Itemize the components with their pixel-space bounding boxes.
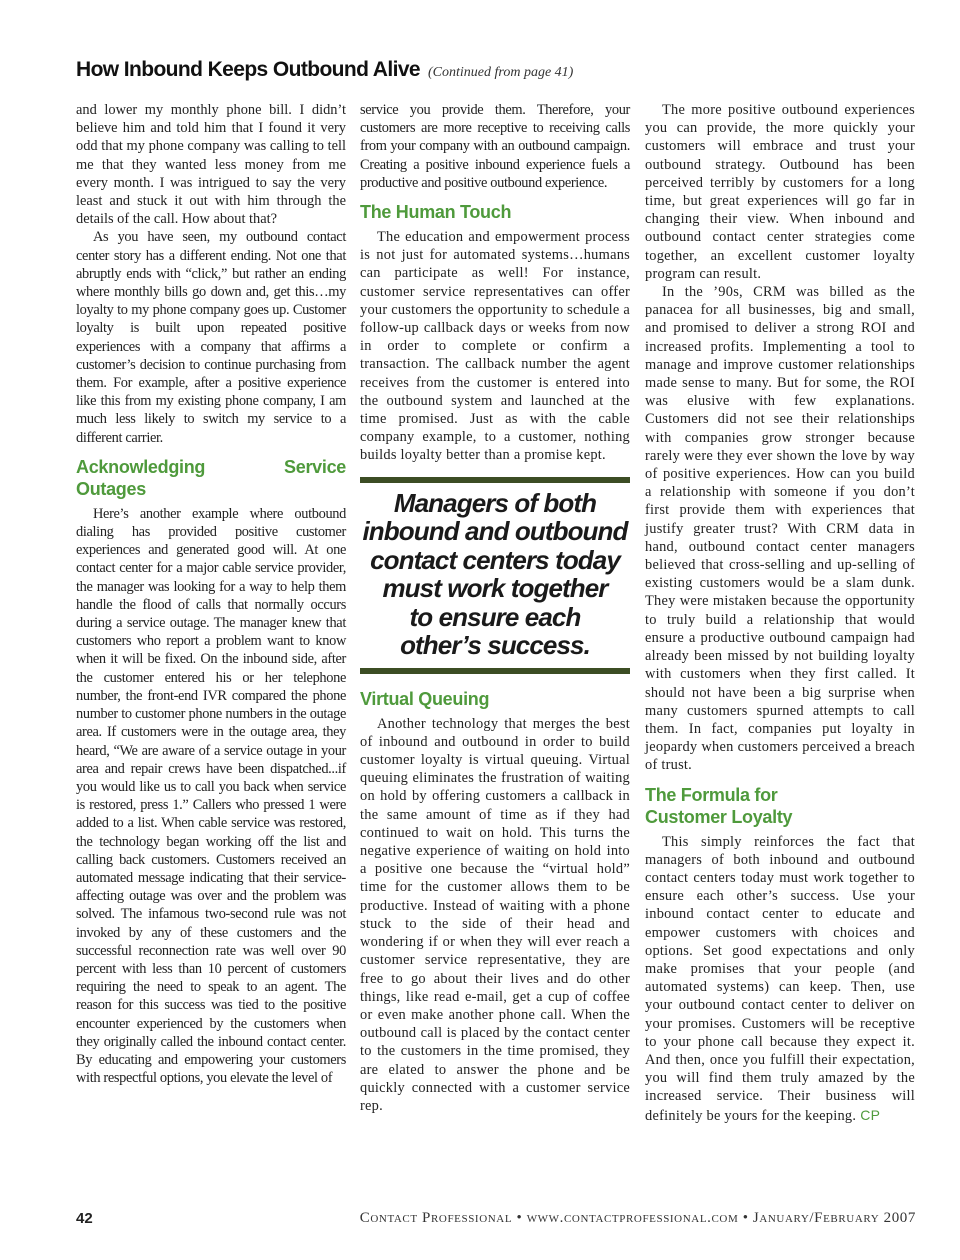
column-3 — [645, 101, 915, 1125]
paragraph: and lower my monthly phone bill. I didn’t believe him and told him that I found it very odd that my phone company was calling to tell me that they wanted less money from me every month. I was intrigued to say the very least and stuck it out with him through the details of the call. How about that? — [76, 102, 346, 228]
paragraph — [645, 833, 915, 1125]
heading-line: The Formula for — [645, 784, 778, 805]
paragraph: In the ’90s, CRM was billed as the panacea for all businesses, big and small, and promised to deliver a strong ROI and increased profits. Implementing a tool to manage and improve customer relationships made sense to many. But for some, the ROI was elusive with few explanations. Customers did not see their relationships with companies grow stronger because rarely were they ever shown the love by way of positive experiences. How can you build a relationship with someone if you don’t first provide them with experiences that justify greater trust? With CRM data in hand, outbound contact center managers believed that cross-selling and up-selling of existing customers would be a slam dunk. They were mistaken because the opportunity to truly build a relationship that would ensure a productive outbound campaign had already been missed by not building loyalty with customers when they first called. It should not have been a big surprise when many customers spurned attempts to call them. In fact, companies put loyalty in jeopardy when customers perceived a breach of trust. — [645, 284, 915, 774]
column-2 — [360, 101, 630, 1115]
paragraph: service you provide them. Therefore, your customers are more receptive to receiving calls from your company with an outbound campaign. Creating a positive inbound experience fuels a productive and positive outbound experience. — [360, 102, 630, 191]
article-title: How Inbound Keeps Outbound Alive — [76, 58, 421, 81]
section-heading: The Human Touch — [360, 202, 512, 223]
end-mark-logo: CP — [860, 1106, 881, 1123]
paragraph: As you have seen, my outbound contact center story has a different ending. Not one that abruptly ends with “click,” but rather an ending where monthly bills go down and, get this…my loyalty to my phone company goes up. Customer loyalty is built upon repeated positive experiences with a company that affirms a customer’s decision to continue purchasing from them. For example, after a positive experience like this from my existing phone company, I am much less likely to switch my service to a different carrier. — [76, 229, 346, 446]
paragraph: Here’s another example where outbound dialing has provided positive customer experiences and generated good will. At one contact center for a major cable service provider, the manager was looking for a way to help them handle the flood of calls that normally occurs during a service outage. The manager knew that customers who report a problem want to know when it will be fixed. On the inbound side, after the customer entered his or her telephone number, the front-end IVR compared the phone number to customer phone numbers in the outage area. If customers were in the outage area, they heard, “We are aware of a service outage in your area and repair crews have been dispatched...if you would like us to call you back when service is restored, press 1.” Callers who pressed 1 were added to a list. When cable service was restored, the technology began working off the list and calling back customers. Customers received an automated message indicating that their service-affecting outage was over and the problem was solved. The infamous two-second rule was not invoked by any of these customers and the successful reconnection rate was well over 90 percent with less than 10 percent of customers requiring the need to speak to an agent. The reason for this success was tied to the positive encounter experienced by the customers when they originally called the inbound contact center. By educating and empowering your customers with respectful options, you elevate the level of — [76, 505, 346, 1087]
pull-quote-line: Managers of both — [393, 487, 597, 518]
section-heading: Virtual Queuing — [360, 688, 490, 709]
page-number: 42 — [76, 1210, 93, 1227]
paragraph: The more positive outbound experiences you can provide, the more quickly your customers will embrace and trust your outbound strategy. Outbound has been perceived terribly by customers for a long time, but great experiences will go far in changing their view. When inbound and outbound contact center strategies come together, an excellent customer loyalty program can result. — [645, 102, 915, 282]
paragraph: The education and empowerment process is not just for automated systems…humans can participate as well! For instance, customer service representatives can offer your customers the opportunity to schedule a follow-up callback days or weeks from now in order to complete or confirm a transaction. The callback number the agent receives from the customer is entered into the outbound system and launched at the time promised. Just as with the cable company example, to a customer, nothing builds loyalty better than a promise kept. — [360, 229, 630, 464]
section-heading — [645, 784, 915, 828]
pull-quote-line: contact centers today — [370, 544, 620, 575]
heading-line: Customer Loyalty — [645, 806, 793, 827]
pull-quote-line: inbound and outbound — [362, 516, 628, 547]
continued-note: (Continued from page 41) — [428, 65, 574, 80]
pull-quote-line: to ensure each — [409, 601, 581, 632]
article-header — [76, 58, 916, 82]
paragraph-text: This simply reinforces the fact that managers of both inbound and outbound contact centers today must work together to ensure each other’s success. Use your inbound contact center to educate and empower customers with choices and options. Set good expectations and only make promises that your people (and automated systems) can keep. Then, use your outbound contact center to deliver on your promises. Customers will be receptive to your phone call because they expect it. And then, once you fulfill their expectation, you will find them truly amazed by the increased service. Their business will definitely be yours for the keeping. — [645, 833, 915, 1124]
paragraph: Another technology that merges the best of inbound and outbound in order to build customer loyalty is virtual queuing. Virtual queuing eliminates the frustration of waiting on hold by offering customers a callback in the same amount of time as if they had continued to wait on hold. This turns the negative experience of waiting on hold into a positive one because the “virtual hold” time for the customer allows them to be productive. Instead of waiting with a phone stuck to the side of their head and wondering if or when they will ever reach a customer service representative, they are free to go about their lives and do other things, like read e-mail, get a cup of coffee or even make another phone call. When the outbound call is placed by the contact center to the customers in the time promised, they are elated to answer the phone and be quickly connected with a customer service rep. — [360, 715, 630, 1114]
pull-quote — [360, 477, 630, 674]
pull-quote-line: must work together — [382, 573, 608, 604]
column-1 — [76, 101, 346, 1087]
page-footer — [76, 1210, 916, 1232]
publication-info: Contact Professional • www.contactprofessional.com • January/February 2007 — [359, 1210, 916, 1226]
section-heading: Acknowledging Service Outages — [76, 456, 346, 499]
pull-quote-line: other’s success. — [400, 630, 590, 661]
